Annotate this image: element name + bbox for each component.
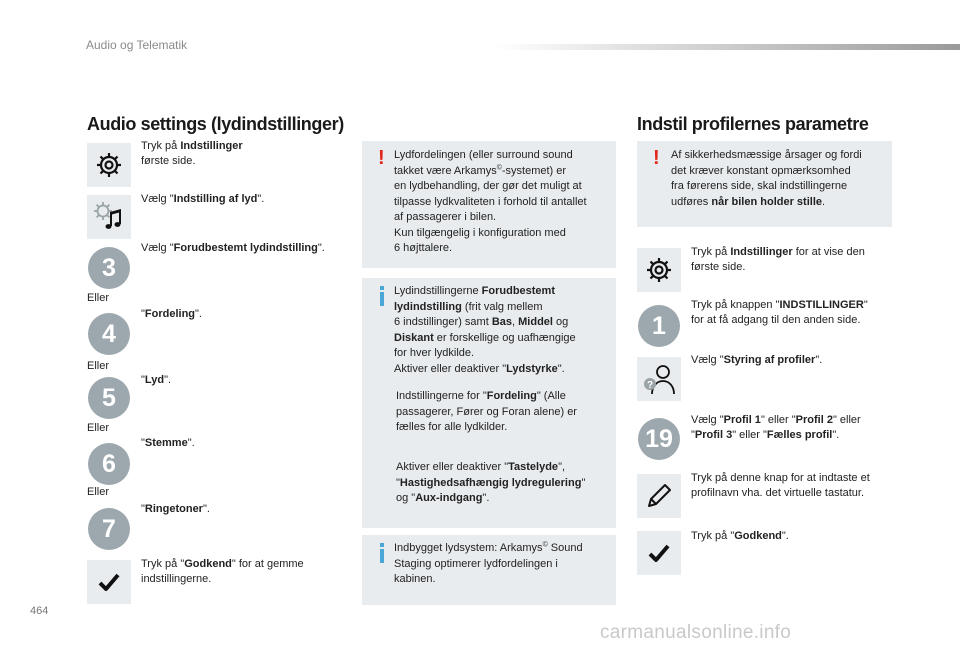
step-manage-profiles: Vælg "Styring af profiler". <box>691 354 823 366</box>
or-label: Eller <box>87 292 110 304</box>
warning-icon: ! <box>378 147 385 169</box>
edit-name-button[interactable] <box>637 474 681 518</box>
warning-note-safety: ! Af sikkerhedsmæssige årsager og fordi det kræver konstant opmærksomhed fra førerens side, skal indstillingerne udføres når bilen holder stille. <box>637 141 892 227</box>
step-number-4: 4 <box>88 313 130 355</box>
warning-icon: ! <box>653 147 660 169</box>
step-confirm-save: Tryk på "Godkend" for at gemme indstillingerne. <box>141 558 304 585</box>
page-number: 464 <box>30 605 49 617</box>
step-distribution: "Fordeling". <box>141 308 202 320</box>
watermark: carmanualsonline.info <box>600 622 792 643</box>
svg-text:?: ? <box>646 380 654 391</box>
pencil-icon <box>645 482 673 510</box>
audio-settings-title: Audio settings (lydindstillinger) <box>87 114 344 134</box>
header-divider <box>495 44 960 50</box>
confirm-button[interactable] <box>637 531 681 575</box>
info-icon <box>380 549 384 563</box>
profile-settings-title: Indstil profilernes parametre <box>637 114 869 134</box>
step-voice: "Stemme". <box>141 437 195 449</box>
step-sound: "Lyd". <box>141 374 172 386</box>
or-label: Eller <box>87 360 110 372</box>
gear-icon <box>94 150 124 180</box>
step-number-7: 7 <box>88 508 130 550</box>
checkmark-icon <box>98 572 120 592</box>
step-enter-profile-name: Tryk på denne knap for at indtaste et profilnavn vha. det virtuelle tastatur. <box>691 472 870 499</box>
or-label: Eller <box>87 422 110 434</box>
step-open-settings: Tryk på Indstillinger for at vise den første side. <box>691 246 865 273</box>
step-number-6: 6 <box>88 443 130 485</box>
step-ringtones: "Ringetoner". <box>141 503 210 515</box>
info-note-arkamys: Indbygget lydsystem: Arkamys© Sound Staging optimerer lydfordelingen i kabinen. <box>362 535 616 605</box>
step-number-3: 3 <box>88 247 130 289</box>
step-select-profile: Vælg "Profil 1" eller "Profil 2" eller "Profil 3" eller "Fælles profil". <box>691 414 861 441</box>
gear-icon <box>644 255 674 285</box>
profile-management-button[interactable] <box>637 357 681 401</box>
checkmark-icon <box>648 543 670 563</box>
step-number-1: 1 <box>638 305 680 347</box>
settings-gear-button[interactable] <box>87 143 131 187</box>
step-number-19: 19 <box>638 418 680 460</box>
step-preset-sound: Vælg "Forudbestemt lydindstilling". <box>141 242 325 254</box>
info-icon <box>380 292 384 306</box>
or-label: Eller <box>87 486 110 498</box>
step-sound-settings: Vælg "Indstilling af lyd". <box>141 193 265 205</box>
step-confirm: Tryk på "Godkend". <box>691 530 789 542</box>
settings-gear-button[interactable] <box>637 248 681 292</box>
step-settings-button: Tryk på knappen "INDSTILLINGER" for at få adgang til den anden side. <box>691 299 868 326</box>
warning-note-surround: ! Lydfordelingen (eller surround sound takket være Arkamys©-systemet) er en lydbehandling, der gør det muligt at tilpasse lydkvaliteten i forhold til antallet af passagerer i bilen. Kun tilgængelig i konfiguration med 6 højttalere. <box>362 141 616 268</box>
profile-help-icon <box>641 362 677 396</box>
step-number-5: 5 <box>88 377 130 419</box>
sound-settings-button[interactable] <box>87 195 131 239</box>
step-open-settings: Tryk på Indstillinger første side. <box>141 140 243 167</box>
chapter-title: Audio og Telematik <box>86 38 188 52</box>
confirm-button[interactable] <box>87 560 131 604</box>
info-note-presets: Lydindstillingerne Forudbestemt lydindstilling (frit valg mellem 6 indstillinger) samt Bas, Middel og Diskant er forskellige og uafhængige for hver lydkilde. Aktiver eller deaktiver "Lydstyrke". Indstillingerne for "Fordeling" (Alle passagerer, Fører og Foran alene) er fælles for alle lydkilder. Aktiver eller deaktiver "Tastelyde", "Hastighedsafhængig lydregulering" og "Aux-indgang". <box>362 278 616 528</box>
gear-music-icon <box>92 200 126 234</box>
